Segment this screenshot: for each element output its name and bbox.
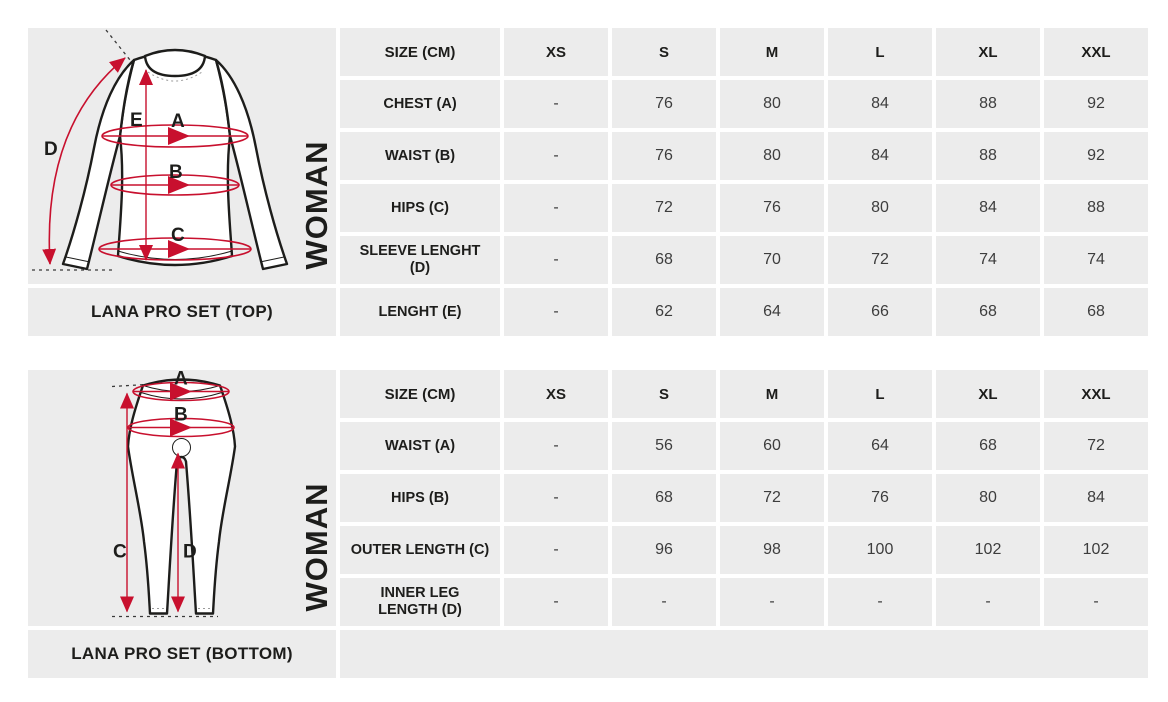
size-value-cell: 68 <box>612 474 716 522</box>
size-value-cell: - <box>936 578 1040 626</box>
gender-label-top: WOMAN <box>299 140 334 270</box>
size-value-cell: 74 <box>936 236 1040 284</box>
size-value-cell: 68 <box>1044 288 1148 336</box>
size-value-cell: 62 <box>612 288 716 336</box>
size-column-header: M <box>720 28 824 76</box>
size-value-cell: 92 <box>1044 80 1148 128</box>
diagram-label-d: D <box>44 139 58 160</box>
size-value-cell: 70 <box>720 236 824 284</box>
diagram-label-c: C <box>113 541 127 563</box>
size-value-cell: 84 <box>828 132 932 180</box>
size-column-header: S <box>612 28 716 76</box>
size-value-cell: 92 <box>1044 132 1148 180</box>
size-value-cell: 96 <box>612 526 716 574</box>
size-unit-header: SIZE (CM) <box>340 370 500 418</box>
size-column-header: L <box>828 28 932 76</box>
size-value-cell: 98 <box>720 526 824 574</box>
size-value-cell: 102 <box>936 526 1040 574</box>
measurement-row-label: SLEEVE LENGHT (D) <box>340 236 500 284</box>
measurement-row-label: LENGHT (E) <box>340 288 500 336</box>
shirt-collar <box>145 50 205 76</box>
size-value-cell: - <box>504 578 608 626</box>
measurement-row-label: HIPS (C) <box>340 184 500 232</box>
size-column-header: XXL <box>1044 28 1148 76</box>
size-column-header: XL <box>936 370 1040 418</box>
top-left-column <box>28 28 336 336</box>
bottom-size-table <box>340 370 1148 678</box>
size-column-header: M <box>720 370 824 418</box>
size-unit-header: SIZE (CM) <box>340 28 500 76</box>
size-value-cell: 64 <box>720 288 824 336</box>
bottom-size-section <box>28 370 1148 678</box>
bottom-garment-diagram <box>28 370 336 626</box>
diagram-label-a: A <box>174 370 188 390</box>
size-column-header: XS <box>504 28 608 76</box>
size-column-header: L <box>828 370 932 418</box>
size-value-cell: - <box>504 422 608 470</box>
size-value-cell: 76 <box>720 184 824 232</box>
size-value-cell: 74 <box>1044 236 1148 284</box>
size-value-cell: 88 <box>936 80 1040 128</box>
size-value-cell: 72 <box>720 474 824 522</box>
size-value-cell: 72 <box>828 236 932 284</box>
top-size-section <box>28 28 1148 336</box>
size-value-cell: - <box>720 578 824 626</box>
size-value-cell: 76 <box>612 80 716 128</box>
size-value-cell: 80 <box>828 184 932 232</box>
size-value-cell: 56 <box>612 422 716 470</box>
size-column-header: XS <box>504 370 608 418</box>
measurement-row-label: OUTER LENGTH (C) <box>340 526 500 574</box>
product-label-top: LANA PRO SET (TOP) <box>28 288 336 336</box>
size-value-cell: 68 <box>936 422 1040 470</box>
shirt-measurement-illustration <box>28 28 336 284</box>
size-value-cell: 60 <box>720 422 824 470</box>
diagram-label-d: D <box>183 541 197 563</box>
size-value-cell: - <box>1044 578 1148 626</box>
measurement-row-label: CHEST (A) <box>340 80 500 128</box>
size-column-header: XXL <box>1044 370 1148 418</box>
size-value-cell: 68 <box>612 236 716 284</box>
size-value-cell: 88 <box>936 132 1040 180</box>
size-value-cell: 84 <box>1044 474 1148 522</box>
size-value-cell: - <box>612 578 716 626</box>
size-value-cell: - <box>504 236 608 284</box>
leggings-measurement-illustration <box>28 370 336 626</box>
size-value-cell: 68 <box>936 288 1040 336</box>
bottom-left-column <box>28 370 336 678</box>
size-value-cell: 76 <box>828 474 932 522</box>
size-value-cell: 102 <box>1044 526 1148 574</box>
size-value-cell: 80 <box>720 80 824 128</box>
top-size-table <box>340 28 1148 336</box>
diagram-label-c: C <box>171 225 185 246</box>
diagram-label-e: E <box>130 110 143 131</box>
size-value-cell: 100 <box>828 526 932 574</box>
size-value-cell: 64 <box>828 422 932 470</box>
size-value-cell: 80 <box>720 132 824 180</box>
diagram-label-b: B <box>169 162 183 183</box>
size-value-cell: 88 <box>1044 184 1148 232</box>
measurement-row-label: HIPS (B) <box>340 474 500 522</box>
size-value-cell: 76 <box>612 132 716 180</box>
empty-footer-cell <box>340 630 1148 678</box>
size-value-cell: 72 <box>612 184 716 232</box>
size-value-cell: - <box>504 288 608 336</box>
gender-label-bottom: WOMAN <box>299 482 334 612</box>
measurement-row-label: INNER LEG LENGTH (D) <box>340 578 500 626</box>
size-value-cell: - <box>504 80 608 128</box>
size-value-cell: 72 <box>1044 422 1148 470</box>
diagram-label-a: A <box>171 111 185 132</box>
size-value-cell: - <box>828 578 932 626</box>
size-column-header: XL <box>936 28 1040 76</box>
size-column-header: S <box>612 370 716 418</box>
diagram-label-b: B <box>174 404 188 426</box>
top-garment-diagram <box>28 28 336 284</box>
size-value-cell: - <box>504 132 608 180</box>
size-value-cell: 66 <box>828 288 932 336</box>
size-value-cell: 84 <box>936 184 1040 232</box>
size-value-cell: 80 <box>936 474 1040 522</box>
measurement-row-label: WAIST (A) <box>340 422 500 470</box>
measurement-row-label: WAIST (B) <box>340 132 500 180</box>
size-value-cell: 84 <box>828 80 932 128</box>
size-value-cell: - <box>504 474 608 522</box>
size-value-cell: - <box>504 184 608 232</box>
size-value-cell: - <box>504 526 608 574</box>
product-label-bottom: LANA PRO SET (BOTTOM) <box>28 630 336 678</box>
